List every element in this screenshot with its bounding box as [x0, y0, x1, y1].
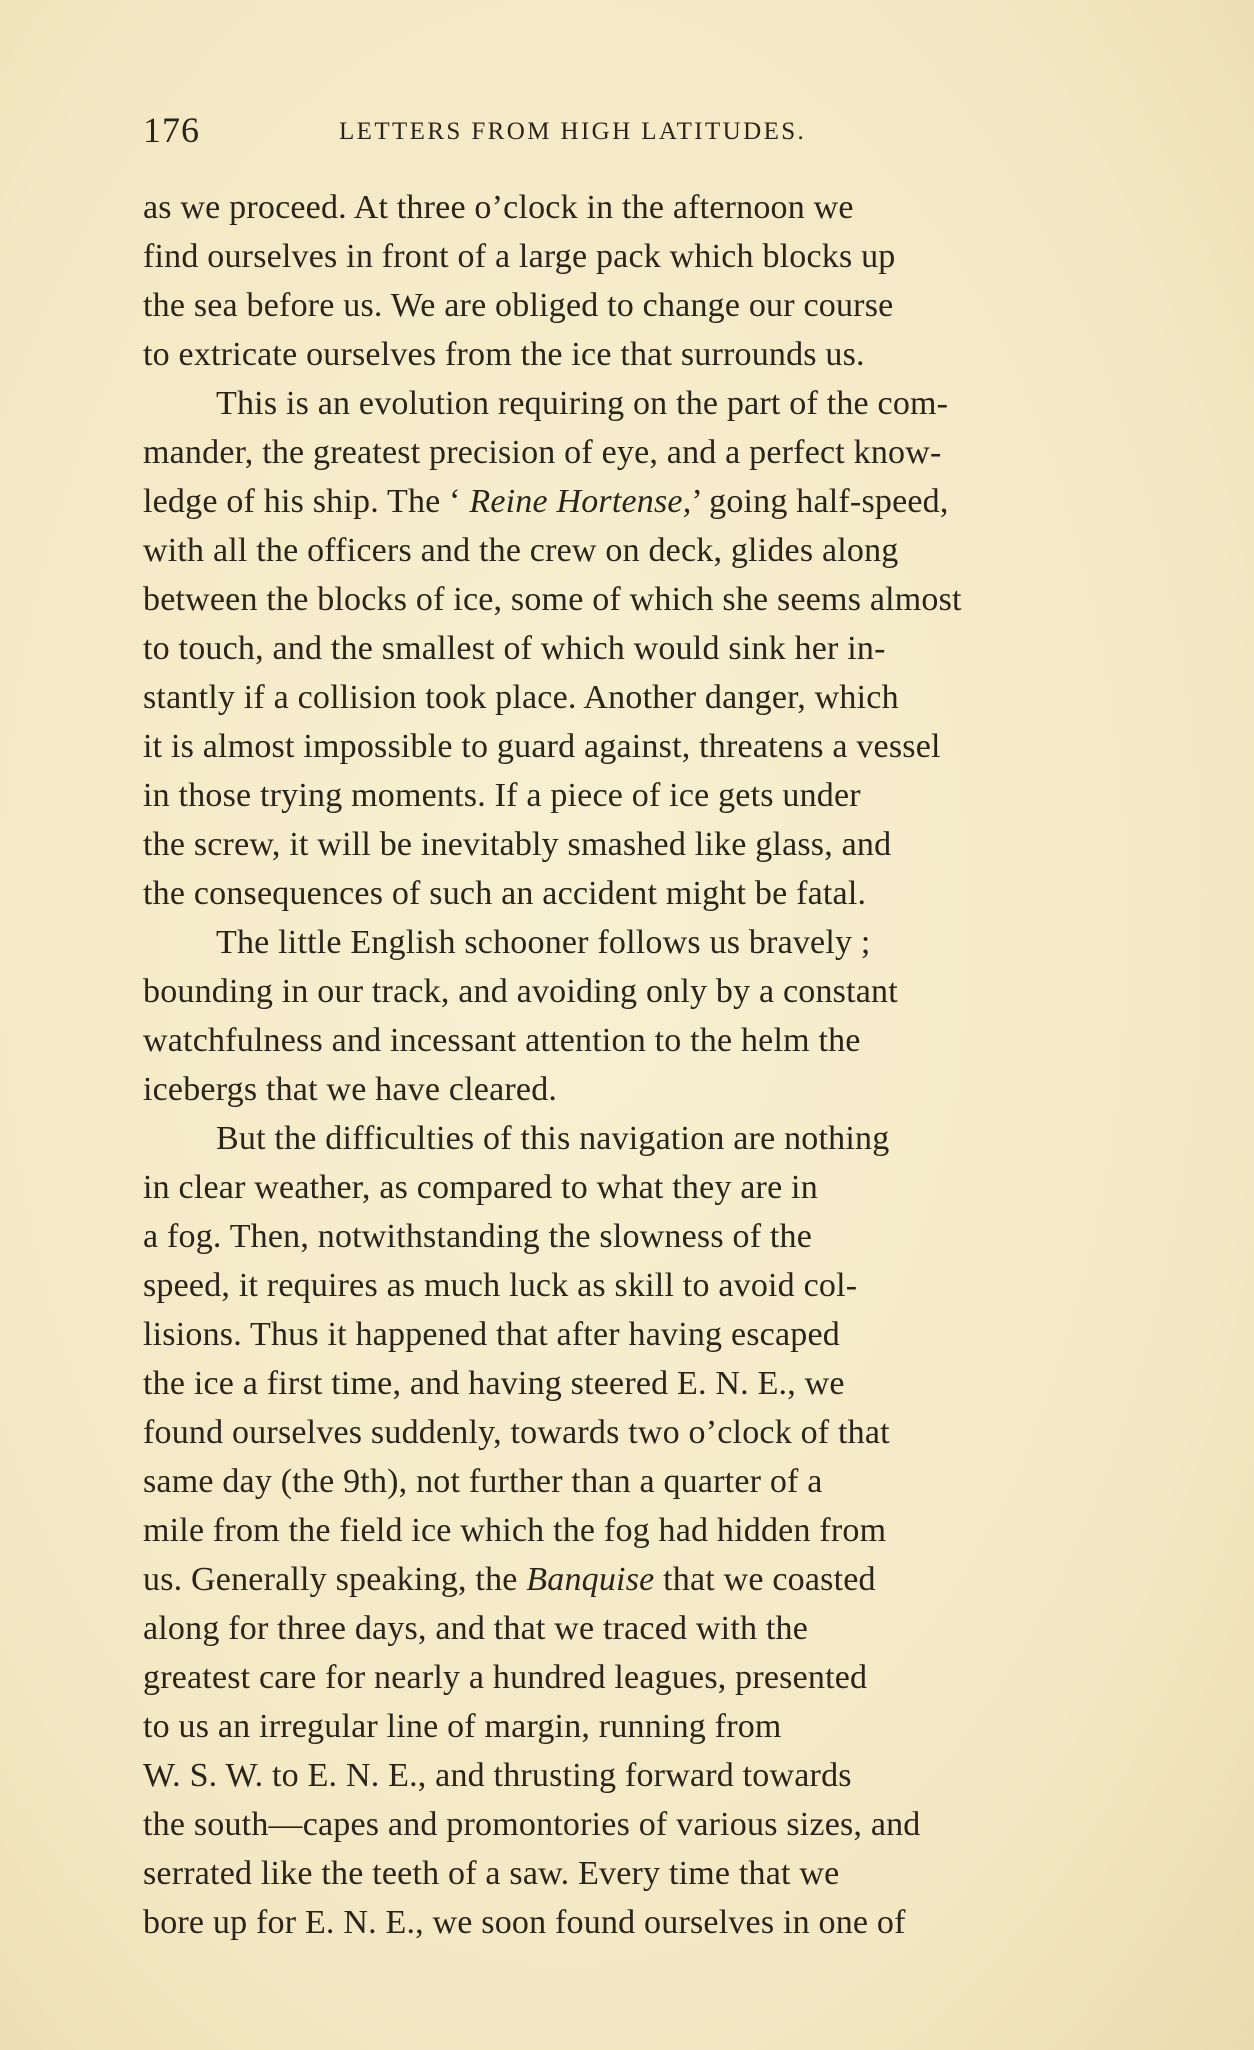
text-line: it is almost impossible to guard against, threatens a vessel — [143, 728, 941, 765]
text-line: a fog. Then, notwithstanding the slowness of the — [143, 1218, 813, 1255]
text-line: watchfulness and incessant attention to the helm the — [143, 1022, 861, 1059]
text-line: stantly if a collision took place. Another danger, which — [143, 679, 899, 716]
text-line: us. Generally speaking, the Banquise that we coasted — [143, 1561, 876, 1598]
text-line: in those trying moments. If a piece of ice gets under — [143, 777, 861, 814]
text-line: between the blocks of ice, some of which she seems almost — [143, 581, 962, 618]
text-line: bore up for E. N. E., we soon found ourselves in one of — [143, 1904, 906, 1941]
text-line: The little English schooner follows us bravely ; — [216, 924, 871, 961]
text-line: find ourselves in front of a large pack which blocks up — [143, 238, 896, 275]
text-line: found ourselves suddenly, towards two o’clock of that — [143, 1414, 890, 1451]
text-line: to us an irregular line of margin, running from — [143, 1708, 782, 1745]
italic-term: Reine Hortense, — [469, 483, 692, 520]
text-line: the consequences of such an accident might be fatal. — [143, 875, 867, 912]
text-line: the screw, it will be inevitably smashed like glass, and — [143, 826, 892, 863]
page-body-text — [143, 183, 1143, 1947]
text-line: the ice a first time, and having steered E. N. E., we — [143, 1365, 845, 1402]
page-header — [143, 108, 943, 152]
running-title: LETTERS FROM HIGH LATITUDES. — [339, 118, 807, 145]
text-line: speed, it requires as much luck as skill to avoid col- — [143, 1267, 858, 1304]
text-line: the south—capes and promontories of various sizes, and — [143, 1806, 921, 1843]
text-line: serrated like the teeth of a saw. Every time that we — [143, 1855, 840, 1892]
text-line: bounding in our track, and avoiding only by a constant — [143, 973, 898, 1010]
text-line: ledge of his ship. The ‘ Reine Hortense,’ going half-speed, — [143, 483, 949, 520]
page-number: 176 — [143, 110, 200, 150]
text-line: lisions. Thus it happened that after having escaped — [143, 1316, 840, 1353]
text-line: in clear weather, as compared to what they are in — [143, 1169, 818, 1206]
text-line: W. S. W. to E. N. E., and thrusting forward towards — [143, 1757, 852, 1794]
text-line: as we proceed. At three o’clock in the afternoon we — [143, 189, 854, 226]
text-line: the sea before us. We are obliged to change our course — [143, 287, 894, 324]
text-line: icebergs that we have cleared. — [143, 1071, 558, 1108]
text-line: to touch, and the smallest of which would sink her in- — [143, 630, 886, 667]
text-line: along for three days, and that we traced with the — [143, 1610, 808, 1647]
text-line: greatest care for nearly a hundred leagues, presented — [143, 1659, 868, 1696]
text-line: mander, the greatest precision of eye, and a perfect know- — [143, 434, 942, 471]
text-line: with all the officers and the crew on deck, glides along — [143, 532, 899, 569]
text-line: mile from the field ice which the fog had hidden from — [143, 1512, 887, 1549]
text-line: same day (the 9th), not further than a quarter of a — [143, 1463, 823, 1500]
text-line: to extricate ourselves from the ice that surrounds us. — [143, 336, 865, 373]
text-line: This is an evolution requiring on the part of the com- — [216, 385, 949, 422]
text-line: But the difficulties of this navigation are nothing — [216, 1120, 890, 1157]
italic-term: Banquise — [526, 1561, 655, 1598]
